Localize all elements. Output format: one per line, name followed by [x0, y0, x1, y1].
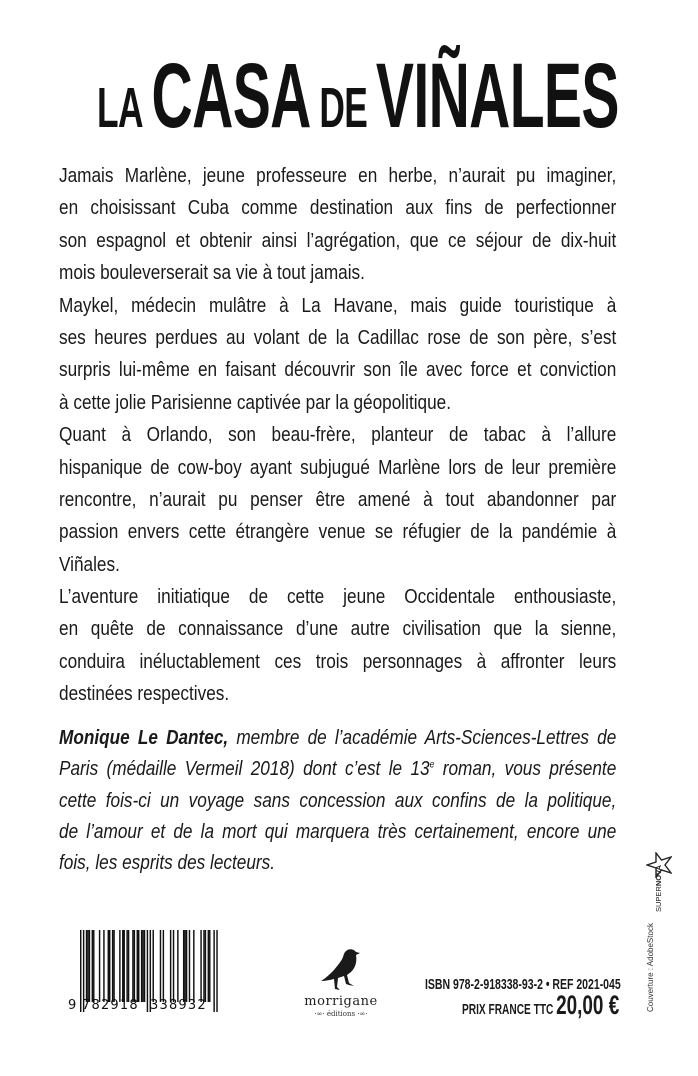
barcode-first-digit: 9: [68, 998, 77, 1013]
barcode-bar: [186, 930, 187, 1002]
barcode-bar: [144, 930, 145, 1002]
publisher-name: morrigane: [304, 994, 378, 1009]
barcode-bar: [128, 930, 129, 1002]
barcode-bar: [134, 930, 135, 1002]
text-line: hispanique de cow-boy ayant subjugué Marlène lors de leur première: [59, 456, 617, 479]
bio-text: Paris (médaille Vermeil 2018) dont c’est le 13: [59, 758, 430, 781]
text-line: Jamais Marlène, jeune professeure en herbe, n’aurait pu imaginer,: [59, 165, 617, 187]
barcode-bar: [142, 930, 143, 1002]
barcode-bar: [108, 930, 109, 1002]
barcode-bar: [126, 930, 127, 1002]
barcode-bar: [208, 930, 209, 1002]
barcode-left-digits: 782918: [82, 998, 139, 1013]
price-value: 20,00 €: [556, 990, 620, 1020]
text-line: ses heures perdues au volant de la Cadillac rose de son père, s’est: [59, 326, 617, 349]
publisher-subtitle: ·∞· éditions ·∞·: [314, 1010, 368, 1018]
title-word-vinales: VIÑALES: [375, 45, 619, 147]
price-label: PRIX FRANCE TTC: [462, 1002, 554, 1018]
barcode-bar: [92, 930, 93, 1002]
cover-credits: Couverture : AdobeStock: [646, 923, 655, 1012]
author-name: Monique Le Dantec,: [59, 727, 229, 749]
text-line: fois, les esprits des lecteurs.: [59, 852, 276, 875]
barcode-bar: [89, 930, 90, 1002]
barcode-bar: [173, 930, 174, 1002]
barcode-bar: [205, 930, 206, 1002]
barcode-bar: [122, 930, 123, 1002]
barcode-bar: [147, 930, 148, 1012]
text-line: [59, 725, 616, 756]
barcode-bar: [193, 930, 194, 1002]
paragraph: [59, 422, 616, 584]
barcode-bar: [87, 930, 88, 1002]
crow-icon: [316, 945, 366, 993]
synopsis: [59, 163, 616, 714]
bio-text: membre de l’académie Arts-Sciences-Lettres de: [228, 727, 617, 749]
barcode-bar: [93, 930, 94, 1002]
barcode-bar: [112, 930, 113, 1002]
text-line: surpris lui-même en faisant découvrir son île avec force et conviction: [59, 359, 617, 382]
barcode-bar: [216, 930, 217, 1012]
book-title: [0, 0, 698, 150]
supernova-logo: [646, 842, 674, 912]
star-icon: [646, 852, 672, 878]
author-bio: [59, 725, 616, 881]
paragraph: [59, 293, 616, 423]
text-line: son espagnol et obtenir ainsi l’agrégation, que ce séjour de dix-huit: [59, 229, 617, 252]
barcode-bar: [119, 930, 120, 1002]
text-line: L’aventure initiatique de cette jeune Occidentale enthousiaste,: [59, 586, 617, 609]
supernova-text-super: SUPER: [654, 886, 663, 912]
publisher-logo: [296, 945, 386, 1025]
text-line: [59, 756, 616, 787]
barcode-bar: [99, 930, 100, 1002]
text-line: Maykel, médecin mulâtre à La Havane, mais guide touristique à: [59, 294, 617, 317]
barcode-bar: [160, 930, 161, 1002]
barcode-bar: [109, 930, 110, 1002]
title-word-casa: CASA: [151, 45, 311, 147]
supernova-text-nova: NOVA: [654, 865, 663, 887]
barcode-bar: [183, 930, 184, 1002]
text-line: passion envers cette étrangère venue se réfugier de la pandémie à: [59, 521, 617, 544]
isbn-ref: ISBN 978-2-918338-93-2 • REF 2021-045: [425, 976, 621, 993]
title-word-la: LA: [97, 76, 143, 140]
barcode-bar: [141, 930, 142, 1002]
barcode-bar: [203, 930, 204, 1002]
text-line: mois bouleverserait sa vie à tout jamais.: [59, 262, 365, 285]
paragraph: [59, 163, 616, 293]
barcode-bar: [132, 930, 133, 1002]
barcode-bar: [137, 930, 138, 1002]
text-line: Viñales.: [59, 553, 120, 576]
barcode-bar: [124, 930, 125, 1002]
text-line: en quête de connaissance d’une autre civilisation que la sienne,: [59, 618, 617, 641]
barcode-bar: [163, 930, 164, 1002]
barcode-bar: [153, 930, 154, 1002]
barcode-bar: [184, 930, 185, 1002]
text-line: de l’amour et de la mort qui marquera très certainement, encore une: [59, 820, 617, 843]
price-row: [462, 990, 619, 1021]
text-line: à cette jolie Parisienne captivée par la géopolitique.: [59, 391, 452, 414]
text-line: en choisissant Cuba comme destination aux fins de perfectionner: [59, 197, 617, 220]
text-line: rencontre, n’aurait pu penser être amené à tout abandonner par: [59, 488, 617, 511]
ordinal-superscript: e: [429, 759, 435, 771]
barcode-bar: [200, 930, 201, 1002]
text-line: Quant à Orlando, son beau-frère, planteur de tabac à l’allure: [59, 424, 617, 447]
text-line: conduira inéluctablement ces trois personnages à affronter leurs: [59, 650, 617, 673]
barcode-bar: [189, 930, 190, 1002]
barcode-bar: [170, 930, 171, 1002]
text-line: destinées respectives.: [59, 683, 230, 706]
barcode-bar: [86, 930, 87, 1002]
barcode-right-digits: 338932: [150, 998, 207, 1013]
barcode-bar: [103, 930, 104, 1002]
bio-text: roman, vous présente: [434, 758, 617, 781]
barcode-bar: [209, 930, 210, 1002]
paragraph: [59, 584, 616, 714]
title-word-de: DE: [319, 76, 368, 140]
barcode-bar: [138, 930, 139, 1002]
barcode-bar: [177, 930, 178, 1002]
isbn-barcode: [68, 928, 228, 1023]
barcode-bar: [213, 930, 214, 1012]
barcode-bar: [113, 930, 114, 1002]
text-line: cette fois-ci un voyage sans concession aux confins de la politique,: [59, 789, 617, 812]
